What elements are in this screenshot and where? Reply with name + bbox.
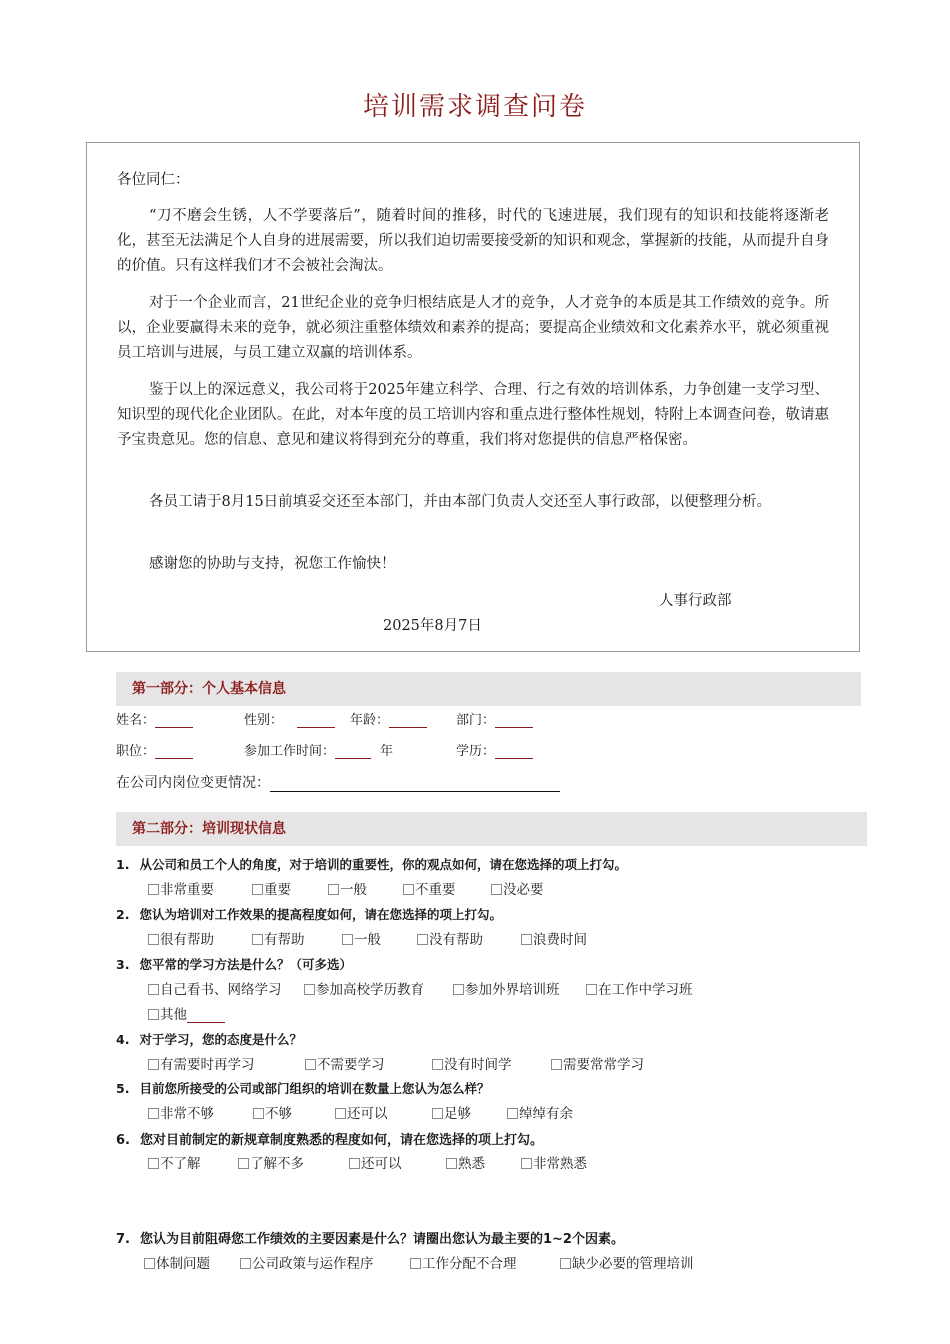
option-checkbox[interactable]: 没必要 (491, 878, 544, 898)
option-checkbox[interactable]: 有需要时再学习 (148, 1053, 255, 1073)
signature: 人事行政部 (659, 593, 732, 609)
education-label: 学历： (456, 744, 496, 759)
option-checkbox[interactable]: 足够 (432, 1102, 471, 1122)
position-label: 职位： (116, 744, 156, 759)
dept-label: 部门： (456, 713, 496, 728)
question: 5. 目前您所接受的公司或部门组织的培训在数量上您认为怎么样？ (116, 1081, 490, 1096)
age-label: 年龄： (350, 713, 390, 728)
name-label: 姓名： (116, 713, 156, 728)
age-field[interactable] (389, 713, 427, 728)
option-checkbox[interactable]: 一般 (342, 928, 381, 948)
option-checkbox[interactable]: 非常重要 (148, 878, 214, 898)
option-checkbox[interactable]: 还可以 (335, 1102, 388, 1122)
option-checkbox[interactable]: 了解不多 (238, 1152, 304, 1172)
intro-paragraph: 感谢您的协助与支持，祝您工作愉快！ (149, 556, 396, 572)
other-field[interactable] (187, 1008, 225, 1023)
dept-field[interactable] (495, 713, 533, 728)
option-checkbox[interactable]: 非常不够 (148, 1102, 214, 1122)
greeting: 各位同仁： (117, 172, 190, 188)
option-checkbox[interactable]: 需要常常学习 (551, 1053, 644, 1073)
education-field[interactable] (495, 744, 533, 759)
question: 2. 您认为培训对工作效果的提高程度如何，请在您选择的项上打勾。 (116, 907, 502, 922)
option-checkbox[interactable]: 不够 (253, 1102, 292, 1122)
option-checkbox[interactable]: 没有时间学 (432, 1053, 512, 1073)
question: 6. 您对目前制定的新规章制度熟悉的程度如何，请在您选择的项上打勾。 (116, 1133, 543, 1148)
question: 7. 您认为目前阻碍您工作绩效的主要因素是什么？请圈出您认为最主要的1~2个因素。 (116, 1232, 624, 1247)
gender-label: 性别： (244, 713, 284, 728)
question: 3. 您平常的学习方法是什么？（可多选） (116, 957, 352, 972)
intro-paragraph: 对于一个企业而言，21世纪企业的竞争归根结底是人才的竞争，人才竞争的本质是其工作绩效的竞争。所以，企业要赢得未来的竞争，就必须注重整体绩效和素养的提高；要提高企业绩效和文化素养水平，就必须重视员工培训与进展，与员工建立双赢的培训体系。 (117, 295, 829, 361)
option-checkbox[interactable]: 公司政策与运作程序 (240, 1252, 374, 1272)
option-checkbox[interactable]: 非常熟悉 (521, 1152, 587, 1172)
gender-field[interactable] (297, 713, 335, 728)
option-checkbox[interactable]: 一般 (328, 878, 367, 898)
work-time-label: 参加工作时间： (244, 744, 336, 759)
intro-paragraph: “刀不磨会生锈，人不学要落后”，随着时间的推移，时代的飞速进展，我们现有的知识和技能将逐渐老化，甚至无法满足个人自身的进展需要，所以我们迫切需要接受新的知识和观念，掌握新的技能，从而提升自身的价值。只有这样我们才不会被社会淘汰。 (117, 208, 829, 274)
option-checkbox[interactable]: 绰绰有余 (507, 1102, 573, 1122)
question: 1. 从公司和员工个人的角度，对于培训的重要性，你的观点如何，请在您选择的项上打勾。 (116, 857, 627, 872)
option-checkbox[interactable]: 很有帮助 (148, 928, 214, 948)
work-time-field[interactable] (335, 744, 371, 759)
option-checkbox[interactable]: 还可以 (349, 1152, 402, 1172)
option-checkbox[interactable]: 体制问题 (144, 1252, 210, 1272)
option-checkbox[interactable]: 熟悉 (446, 1152, 485, 1172)
option-checkbox[interactable]: 不重要 (403, 878, 456, 898)
section-heading-part2: 第二部分：培训现状信息 (116, 812, 867, 846)
section-heading-part1: 第一部分：个人基本信息 (116, 672, 861, 706)
option-checkbox[interactable]: 参加外界培训班 (453, 978, 560, 998)
question: 4. 对于学习，您的态度是什么？ (116, 1032, 302, 1047)
option-checkbox[interactable]: 不了解 (148, 1152, 201, 1172)
option-checkbox[interactable]: 重要 (252, 878, 291, 898)
option-checkbox[interactable]: 在工作中学习班 (586, 978, 693, 998)
page-title: 培训需求调查问卷 (362, 92, 587, 122)
change-label: 在公司内岗位变更情况： (116, 775, 270, 791)
position-field[interactable] (155, 744, 193, 759)
option-checkbox[interactable]: 其他 (148, 1003, 225, 1023)
intro-paragraph: 鉴于以上的深远意义，我公司将于2025年建立科学、合理、行之有效的培训体系，力争创建一支学习型、知识型的现代化企业团队。在此，对本年度的员工培训内容和重点进行整体性规划，特附上本调查问卷，敬请惠予宝贵意见。您的信息、意见和建议将得到充分的尊重，我们将对您提供的信息严格保密。 (117, 382, 829, 448)
letter-date: 2025年8月7日 (383, 618, 482, 634)
year-unit: 年 (380, 744, 394, 759)
option-checkbox[interactable]: 不需要学习 (305, 1053, 385, 1073)
change-field[interactable] (270, 777, 560, 792)
option-checkbox[interactable]: 自己看书、网络学习 (148, 978, 282, 998)
name-field[interactable] (155, 713, 193, 728)
option-checkbox[interactable]: 浪费时间 (521, 928, 587, 948)
option-checkbox[interactable]: 没有帮助 (417, 928, 483, 948)
intro-paragraph: 各员工请于8月15日前填妥交还至本部门，并由本部门负责人交还至人事行政部，以便整理分析。 (149, 494, 772, 510)
option-checkbox[interactable]: 参加高校学历教育 (304, 978, 424, 998)
option-checkbox[interactable]: 工作分配不合理 (410, 1252, 517, 1272)
option-checkbox[interactable]: 有帮助 (252, 928, 305, 948)
option-checkbox[interactable]: 缺少必要的管理培训 (560, 1252, 694, 1272)
intro-letter (86, 142, 860, 652)
